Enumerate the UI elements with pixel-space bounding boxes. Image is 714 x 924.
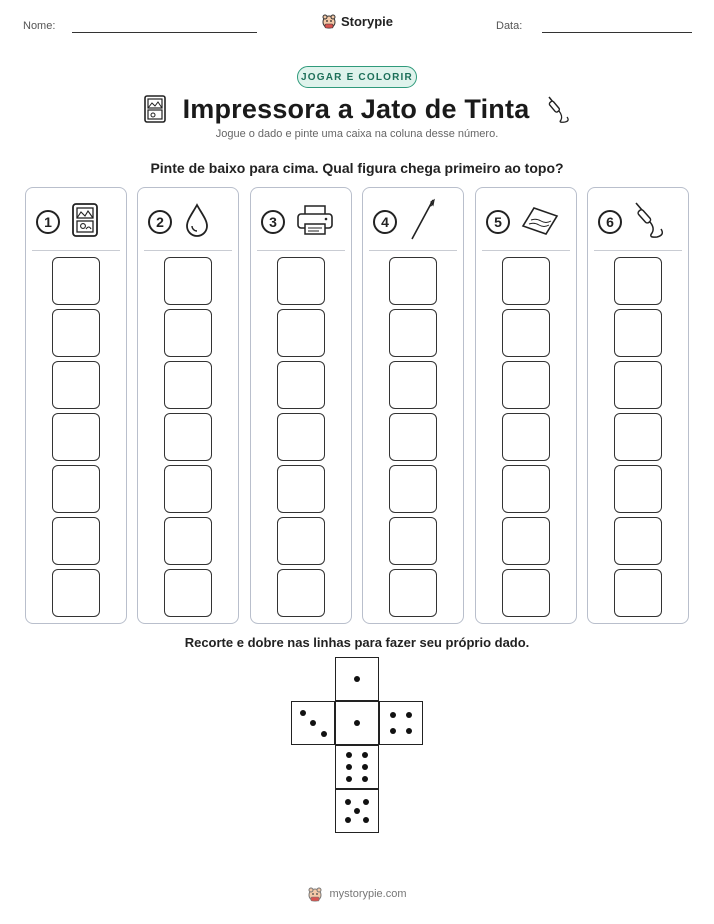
dice-pip <box>321 731 327 737</box>
ink-drop-icon <box>182 202 212 243</box>
color-box[interactable] <box>502 413 550 461</box>
color-box[interactable] <box>164 465 212 513</box>
dice-pip <box>406 728 412 734</box>
column-header <box>36 202 118 242</box>
dice-pip <box>345 799 351 805</box>
color-box[interactable] <box>502 361 550 409</box>
column-header <box>486 202 568 242</box>
column-divider <box>257 250 345 251</box>
dice-pip <box>346 776 352 782</box>
color-box[interactable] <box>277 465 325 513</box>
footer-url[interactable]: mystorypie.com <box>329 888 407 900</box>
color-box[interactable] <box>389 309 437 357</box>
color-box[interactable] <box>389 413 437 461</box>
date-label: Data: <box>496 20 523 32</box>
color-box[interactable] <box>614 257 662 305</box>
name-label: Nome: <box>23 20 56 32</box>
color-box[interactable] <box>164 413 212 461</box>
color-box[interactable] <box>502 569 550 617</box>
color-box[interactable] <box>389 465 437 513</box>
column-number: 5 <box>486 210 510 234</box>
color-box[interactable] <box>614 309 662 357</box>
color-box[interactable] <box>389 517 437 565</box>
brand-name: Storypie <box>340 13 393 29</box>
color-box[interactable] <box>52 517 100 565</box>
color-box[interactable] <box>389 361 437 409</box>
color-box[interactable] <box>389 569 437 617</box>
column-divider <box>32 250 120 251</box>
soldering-iron-icon <box>545 94 571 124</box>
color-box[interactable] <box>164 517 212 565</box>
printer-icon <box>295 202 335 243</box>
color-box[interactable] <box>389 257 437 305</box>
color-box[interactable] <box>277 413 325 461</box>
column-number: 2 <box>148 210 172 234</box>
color-box[interactable] <box>502 257 550 305</box>
soldering-iron-icon <box>632 200 666 245</box>
dice-face-1 <box>335 701 379 745</box>
dice-pip <box>346 752 352 758</box>
color-box[interactable] <box>277 257 325 305</box>
color-box[interactable] <box>164 257 212 305</box>
dice-pip <box>310 720 316 726</box>
title-row <box>0 90 714 128</box>
column-number: 6 <box>598 210 622 234</box>
color-box[interactable] <box>614 517 662 565</box>
dice-pip <box>362 752 368 758</box>
color-box[interactable] <box>52 413 100 461</box>
column-divider <box>482 250 570 251</box>
color-box[interactable] <box>502 309 550 357</box>
color-box[interactable] <box>52 257 100 305</box>
color-box[interactable] <box>52 569 100 617</box>
dice-face-3 <box>291 701 335 745</box>
dice-face-6 <box>335 745 379 789</box>
color-box[interactable] <box>614 413 662 461</box>
needle-icon <box>407 198 437 247</box>
dice-pip <box>354 808 360 814</box>
instruction: Pinte de baixo para cima. Qual figura chega primeiro ao topo? <box>150 160 564 176</box>
dice-pip <box>354 676 360 682</box>
color-box[interactable] <box>52 309 100 357</box>
color-box[interactable] <box>614 465 662 513</box>
dice-pip <box>363 799 369 805</box>
color-box[interactable] <box>277 361 325 409</box>
column-header <box>148 202 230 242</box>
cut-instruction: Recorte e dobre nas linhas para fazer seu próprio dado. <box>184 635 530 650</box>
dice-pip <box>406 712 412 718</box>
column-5 <box>475 187 577 624</box>
column-divider <box>144 250 232 251</box>
column-1 <box>25 187 127 624</box>
dice-pip <box>390 728 396 734</box>
color-box[interactable] <box>614 569 662 617</box>
paper-sheet-icon <box>520 202 560 243</box>
column-number: 1 <box>36 210 60 234</box>
brand-logo <box>0 13 714 29</box>
color-box[interactable] <box>277 517 325 565</box>
column-number: 4 <box>373 210 397 234</box>
color-box[interactable] <box>614 361 662 409</box>
dice-face-4 <box>379 701 423 745</box>
column-4 <box>362 187 464 624</box>
color-box[interactable] <box>277 309 325 357</box>
color-box[interactable] <box>277 569 325 617</box>
column-divider <box>369 250 457 251</box>
page-title: Impressora a Jato de Tinta <box>182 93 530 124</box>
dice-pip <box>363 817 369 823</box>
mascot-icon <box>321 13 337 29</box>
footer <box>0 886 714 902</box>
mascot-icon <box>307 886 323 902</box>
color-box[interactable] <box>52 361 100 409</box>
date-line[interactable] <box>542 32 692 33</box>
dice-pip <box>362 776 368 782</box>
dice-pip <box>362 764 368 770</box>
dice-face-5 <box>335 789 379 833</box>
dice-pip <box>346 764 352 770</box>
activity-badge: JOGAR E COLORIR <box>297 66 417 88</box>
column-6 <box>587 187 689 624</box>
color-box[interactable] <box>52 465 100 513</box>
tablet-picture-icon <box>70 202 100 243</box>
color-box[interactable] <box>502 465 550 513</box>
color-box[interactable] <box>164 309 212 357</box>
dice-pip <box>345 817 351 823</box>
dice-pip <box>390 712 396 718</box>
subtitle: Jogue o dado e pinte uma caixa na coluna desse número. <box>215 128 499 140</box>
column-header <box>261 202 343 242</box>
dice-pip <box>354 720 360 726</box>
name-line[interactable] <box>72 32 257 33</box>
dice-face-1 <box>335 657 379 701</box>
column-header <box>373 202 455 242</box>
column-3 <box>250 187 352 624</box>
tablet-picture-icon <box>143 94 167 124</box>
column-number: 3 <box>261 210 285 234</box>
color-box[interactable] <box>164 361 212 409</box>
column-2 <box>137 187 239 624</box>
dice-pip <box>300 710 306 716</box>
color-box[interactable] <box>502 517 550 565</box>
column-divider <box>594 250 682 251</box>
color-box[interactable] <box>164 569 212 617</box>
column-header <box>598 202 680 242</box>
